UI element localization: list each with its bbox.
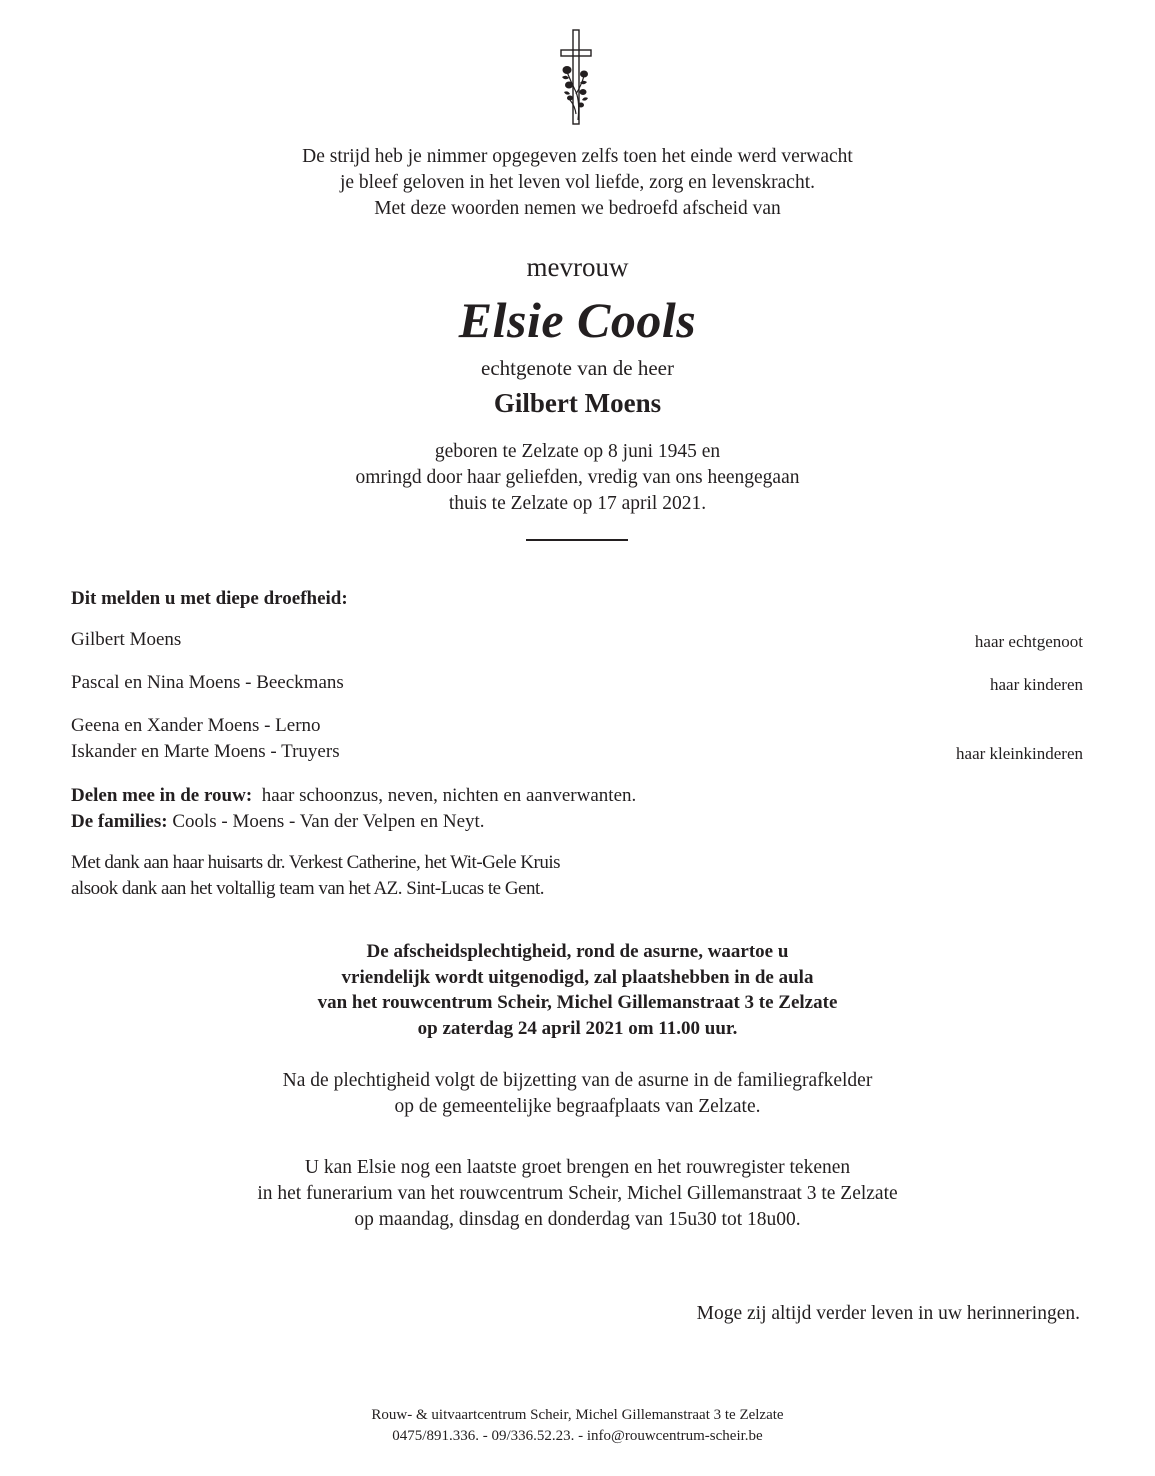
visit-line: U kan Elsie nog een laatste groet brengen en het rouwregister tekenen [304,1157,851,1178]
deceased-name: Elsie Cools [458,292,697,348]
ceremony-line: op zaterdag 24 april 2021 om 11.00 uur. [417,1017,738,1039]
mourning-label: Delen mee in de rouw: [71,785,253,806]
poem-line: Met deze woorden nemen we bedroefd afscheid van [374,198,781,219]
family-member-name: Gilbert Moens [71,629,182,650]
ceremony-line: vriendelijk wordt uitgenodigd, zal plaatshebben in de aula [341,966,814,988]
footer-address: Rouw- & uitvaartcentrum Scheir, Michel Gillemanstraat 3 te Zelzate [371,1407,784,1423]
spouse-intro: echtgenote van de heer [481,356,674,380]
family-relation: haar kinderen [990,675,1083,694]
families-label: De families: [71,811,168,832]
cross-with-roses-icon [553,28,599,128]
announcement-heading: Dit melden u met diepe droefheid: [71,588,348,609]
ceremony-details [0,939,1155,1041]
visit-details [0,1155,1155,1233]
poem-line: De strijd heb je nimmer opgegeven zelfs toen het einde werd verwacht [302,146,853,167]
interment-line: op de gemeentelijke begraafplaats van Zelzate. [394,1096,761,1117]
mourning-line [71,783,636,809]
life-details-line: omringd door haar geliefden, vredig van ons heengegaan [355,467,800,488]
thanks-line: alsook dank aan het voltallig team van het AZ. Sint-Lucas te Gent. [71,878,545,899]
thanks-line: Met dank aan haar huisarts dr. Verkest Catherine, het Wit-Gele Kruis [71,852,560,873]
interment-line: Na de plechtigheid volgt de bijzetting van de asurne in de familiegrafkelder [282,1070,873,1091]
title-prefix: mevrouw [526,252,629,282]
spouse-name: Gilbert Moens [493,388,662,418]
poem-line: je bleef geloven in het leven vol liefde, zorg en levenskracht. [339,172,816,193]
life-details [0,439,1155,517]
divider [526,539,628,541]
opening-poem [0,144,1155,222]
mourning-text: haar schoonzus, neven, nichten en aanverwanten. [261,785,637,806]
ceremony-line: van het rouwcentrum Scheir, Michel Gillemanstraat 3 te Zelzate [317,992,838,1013]
footer [0,1405,1155,1447]
life-details-line: thuis te Zelzate op 17 april 2021. [448,493,707,514]
family-member-names [71,713,340,765]
thanks-text [71,850,560,902]
footer-contact: 0475/891.336. - 09/336.52.23. - info@rouwcentrum-scheir.be [392,1428,763,1444]
families-text: Cools - Moens - Van der Velpen en Neyt. [172,811,485,832]
visit-line: in het funerarium van het rouwcentrum Scheir, Michel Gillemanstraat 3 te Zelzate [257,1183,898,1204]
family-member-name: Pascal en Nina Moens - Beeckmans [71,672,344,693]
closing-line: Moge zij altijd verder leven in uw herinneringen. [696,1303,1080,1324]
ceremony-line: De afscheidsplechtigheid, rond de asurne, waartoe u [366,941,789,962]
families-line [71,809,636,835]
family-relation: haar kleinkinderen [956,744,1083,763]
visit-line: op maandag, dinsdag en donderdag van 15u30 tot 18u00. [354,1209,801,1230]
life-details-line: geboren te Zelzate op 8 juni 1945 en [434,441,721,462]
mourning-section [71,783,636,835]
family-member-name: Geena en Xander Moens - Lerno [71,715,321,736]
family-member-name: Iskander en Marte Moens - Truyers [71,741,340,762]
interment-details [0,1068,1155,1120]
family-relation: haar echtgenoot [974,632,1083,651]
